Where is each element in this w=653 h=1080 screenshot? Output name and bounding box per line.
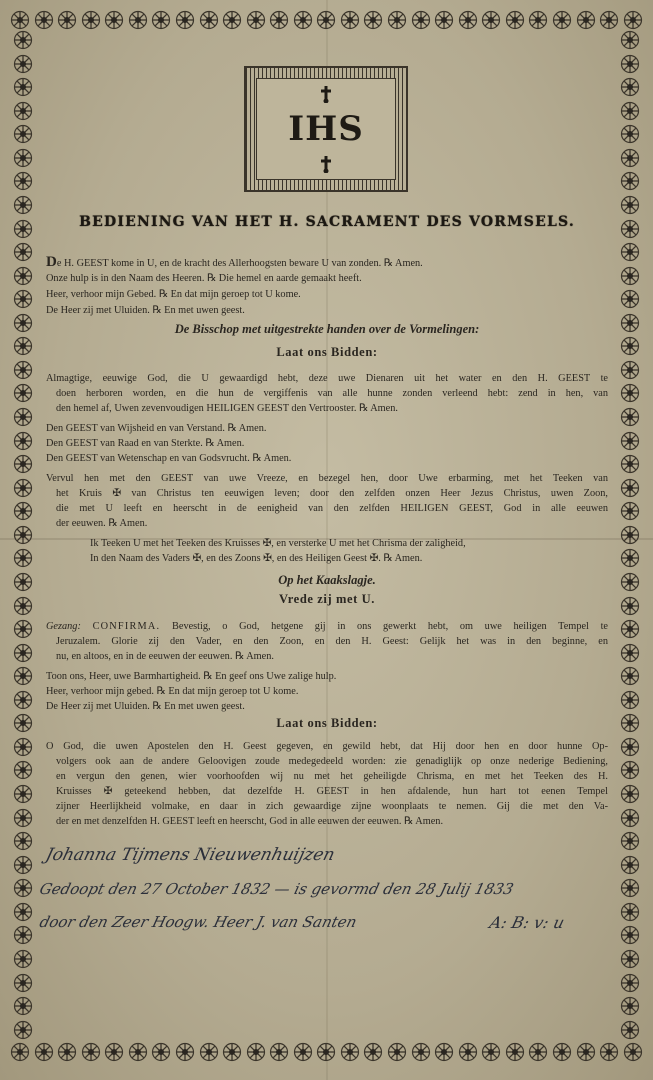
peace-line: Vrede zij met U. [279, 592, 375, 606]
rosette-ornament-icon [13, 195, 33, 215]
rosette-ornament-icon [620, 808, 640, 828]
heading-laat-ons-bidden-1: Laat ons Bidden: [276, 345, 378, 359]
rosette-ornament-icon [13, 360, 33, 380]
rubric-kaakslagje: Op het Kaakslagje. [278, 573, 376, 587]
heading-laat-ons-bidden-2: Laat ons Bidden: [276, 716, 378, 730]
rosette-ornament-icon [620, 996, 640, 1016]
rosette-ornament-icon [13, 666, 33, 686]
anointing-line-1: Ik Teeken U met het Teeken des Kruisses ✠, en versterke U met het Chrisma der zaligheid, [90, 538, 466, 549]
rosette-ornament-icon [620, 454, 640, 474]
gezang-line-2: Jeruzalem. Glorie zij den Vader, en den Zoon, en den H. Geest: Gelijk het was in den beginne, en [56, 636, 608, 647]
rosette-ornament-icon [13, 266, 33, 286]
rosette-ornament-icon [13, 784, 33, 804]
rosette-ornament-icon [620, 501, 640, 521]
rosette-ornament-icon [620, 690, 640, 710]
opening-line-4: De Heer zij met Uluiden. ℞ En met uwen geest. [46, 305, 245, 316]
rosette-ornament-icon [13, 737, 33, 757]
rosette-ornament-icon [620, 289, 640, 309]
rosette-ornament-icon [13, 925, 33, 945]
rosette-ornament-icon [620, 737, 640, 757]
prayer1-line-2: doen herboren worden, en die hun de vergiffenis van alle hunne zonden verleend hebt: zend in hen, van [56, 388, 608, 399]
gezang-line-1 [46, 620, 608, 633]
rosette-ornament-icon [620, 784, 640, 804]
rosette-ornament-icon [13, 454, 33, 474]
rosette-ornament-icon [13, 596, 33, 616]
handwritten-name: Johanna Tijmens Nieuwenhuijzen [43, 845, 337, 865]
opening-line-2: Onze hulp is in den Naam des Heeren. ℞ Die hemel en aarde gemaakt heeft. [46, 273, 362, 284]
rosette-ornament-icon [620, 643, 640, 663]
rosette-ornament-icon [620, 148, 640, 168]
gift-line-2: Den GEEST van Raad en van Sterkte. ℞ Amen. [46, 438, 245, 449]
cross-icon [317, 85, 335, 103]
rosette-ornament-icon [620, 266, 640, 286]
rosette-ornament-icon [620, 336, 640, 356]
rosette-ornament-icon [620, 713, 640, 733]
rosette-ornament-icon [13, 431, 33, 451]
ihs-emblem [244, 66, 408, 192]
prayer2-line-2: het Kruis ✠ van Christus ten eeuwigen leven; door den zelfden onzen Heer Jezus Christus, uwen Zoon, [56, 488, 608, 499]
prayer2-line-4: der eeuwen. ℞ Amen. [56, 518, 148, 529]
anointing-line-2: In den Naam des Vaders ✠, en des Zoons ✠, en des Heiligen Geest ✠. ℞ Amen. [90, 553, 423, 564]
rosette-ornament-icon [620, 360, 640, 380]
rosette-ornament-icon [13, 171, 33, 191]
rosette-ornament-icon [620, 77, 640, 97]
rosette-ornament-icon [13, 619, 33, 639]
rosette-ornament-icon [13, 242, 33, 262]
prayer3-line-2: volgers ook aan de andere Geloovigen zoude medegedeeld worden: zie genadiglijk op onze nederige Bediening, [56, 756, 608, 767]
versicle-line-1: Toon ons, Heer, uwe Barmhartigheid. ℞ En geef ons Uwe zalige hulp. [46, 671, 337, 682]
rosette-ornament-icon [620, 171, 640, 191]
document-title: BEDIENING VAN HET H. SACRAMENT DES VORMSELS. [79, 214, 575, 230]
gezang-confirma: CONFIRMA. [92, 621, 161, 632]
rosette-ornament-icon [620, 1020, 640, 1040]
gezang-line-1-text: Bevestig, o God, hetgene gij in ons gewerkt hebt, om uwe heiligen Tempel te [172, 621, 609, 632]
rosette-ornament-icon [620, 195, 640, 215]
rosette-ornament-icon [13, 101, 33, 121]
rosette-ornament-icon [10, 10, 30, 30]
rosette-ornament-icon [13, 949, 33, 969]
rosette-ornament-icon [13, 572, 33, 592]
rosette-ornament-icon [13, 124, 33, 144]
rosette-ornament-icon [13, 760, 33, 780]
rosette-ornament-icon [620, 596, 640, 616]
drop-cap: D [46, 254, 57, 270]
rosette-ornament-icon [13, 77, 33, 97]
opening-line-1-text: e H. GEEST kome in U, en de kracht des Allerhoogsten beware U van zonden. ℞ Amen. [56, 258, 423, 269]
rosette-ornament-icon [620, 525, 640, 545]
rosette-ornament-icon [620, 383, 640, 403]
rosette-ornament-icon [13, 219, 33, 239]
rosette-ornament-icon [620, 619, 640, 639]
rosette-ornament-icon [13, 289, 33, 309]
gift-line-3: Den GEEST van Wetenschap en van Godsvrucht. ℞ Amen. [46, 453, 292, 464]
rosette-ornament-icon [13, 548, 33, 568]
rosette-ornament-icon [623, 1042, 643, 1062]
rosette-ornament-icon [13, 148, 33, 168]
handwritten-baptism-confirmation: Gedoopt den 27 October 1832 — is gevormd den 28 Julij 1833 [37, 880, 516, 898]
document-body [37, 0, 609, 1080]
prayer1-line-1: Almagtige, eeuwige God, die U gewaardigd hebt, deze uwe Dienaren uit het water en den H. GEEST te [46, 373, 608, 384]
rosette-ornament-icon [620, 219, 640, 239]
handwritten-officiant: door den Zeer Hoogw. Heer J. van Santen [37, 913, 359, 931]
rosette-ornament-icon [620, 855, 640, 875]
rosette-ornament-icon [620, 572, 640, 592]
rosette-ornament-icon [13, 878, 33, 898]
rosette-ornament-icon [13, 1020, 33, 1040]
rosette-ornament-icon [13, 313, 33, 333]
ihs-emblem-inner [256, 78, 396, 180]
rosette-ornament-icon [13, 973, 33, 993]
rosette-ornament-icon [13, 902, 33, 922]
rosette-ornament-icon [620, 949, 640, 969]
rosette-ornament-icon [620, 548, 640, 568]
rosette-ornament-icon [13, 713, 33, 733]
rosette-ornament-icon [623, 10, 643, 30]
rosette-ornament-icon [620, 902, 640, 922]
prayer3-line-4: Kruisses ✠ geteekend hebben, dat dezelfde H. GEEST in hen afdalende, hun hart tot eenen Tempel [56, 786, 608, 797]
rosette-ornament-icon [620, 831, 640, 851]
border-left [10, 30, 36, 1040]
prayer2-line-1: Vervul hen met den GEEST van uwe Vreeze, en bezegel hen, door Uwe erbarming, met het Teeken van [46, 473, 608, 484]
rosette-ornament-icon [13, 336, 33, 356]
rosette-ornament-icon [620, 30, 640, 50]
opening-line-3: Heer, verhoor mijn Gebed. ℞ En dat mijn geroep tot U kome. [46, 289, 301, 300]
rosette-ornament-icon [13, 525, 33, 545]
prayer3-line-5: zijner Heerlijkheid volmake, en daar in zich gewaardige zijne woonplaats te nemen. Gij die met den Va- [56, 801, 608, 812]
prayer3-line-3: en vergun den genen, wier voorhoofden wij nu met het geheiligde Chrisma, en met het Teeken des H. [56, 771, 608, 782]
rosette-ornament-icon [620, 407, 640, 427]
rosette-ornament-icon [13, 501, 33, 521]
rosette-ornament-icon [13, 30, 33, 50]
rosette-ornament-icon [620, 124, 640, 144]
gezang-label: Gezang: [46, 621, 81, 632]
rosette-ornament-icon [13, 54, 33, 74]
rosette-ornament-icon [620, 54, 640, 74]
rosette-ornament-icon [13, 855, 33, 875]
rosette-ornament-icon [13, 643, 33, 663]
rosette-ornament-icon [620, 878, 640, 898]
prayer1-line-3: den hemel af, Uwen zevenvoudigen HEILIGEN GEEST den Vertrooster. ℞ Amen. [56, 403, 398, 414]
handwritten-initials: A: B: v: u [487, 913, 567, 932]
rubric-bishop: De Bisschop met uitgestrekte handen over de Vormelingen: [174, 322, 480, 336]
prayer3-line-1: O God, die uwen Apostelen den H. Geest gegeven, en gewild hebt, dat Hij door hen en door hunne Op- [46, 741, 608, 752]
rosette-ornament-icon [620, 973, 640, 993]
rosette-ornament-icon [620, 101, 640, 121]
versicle-line-3: De Heer zij met Uluiden. ℞ En met uwen geest. [46, 701, 245, 712]
cross-icon [317, 155, 335, 173]
rosette-ornament-icon [10, 1042, 30, 1062]
versicle-line-2: Heer, verhoor mijn gebed. ℞ En dat mijn geroep tot U kome. [46, 686, 299, 697]
rosette-ornament-icon [620, 760, 640, 780]
ihs-monogram: IHS [288, 109, 364, 149]
rosette-ornament-icon [13, 831, 33, 851]
rosette-ornament-icon [620, 478, 640, 498]
rosette-ornament-icon [13, 407, 33, 427]
rosette-ornament-icon [13, 383, 33, 403]
rosette-ornament-icon [620, 313, 640, 333]
gezang-line-3: nu, en altoos, en in de eeuwen der eeuwen. ℞ Amen. [56, 651, 274, 662]
rosette-ornament-icon [13, 690, 33, 710]
prayer3-line-6: der en met denzelfden H. GEEST leeft en heerscht, God in alle eeuwen der eeuwen. ℞ Amen. [56, 816, 444, 827]
rosette-ornament-icon [620, 242, 640, 262]
opening-line-1 [46, 256, 423, 270]
rosette-ornament-icon [620, 925, 640, 945]
rosette-ornament-icon [13, 808, 33, 828]
gift-line-1: Den GEEST van Wijsheid en van Verstand. ℞ Amen. [46, 423, 267, 434]
rosette-ornament-icon [13, 478, 33, 498]
border-right [617, 30, 643, 1040]
rosette-ornament-icon [620, 666, 640, 686]
rosette-ornament-icon [620, 431, 640, 451]
prayer2-line-3: die met U leeft en heerscht in de eenigheid van den zelfden HEILIGEN GEEST, God in alle eeuwen [56, 503, 608, 514]
rosette-ornament-icon [13, 996, 33, 1016]
